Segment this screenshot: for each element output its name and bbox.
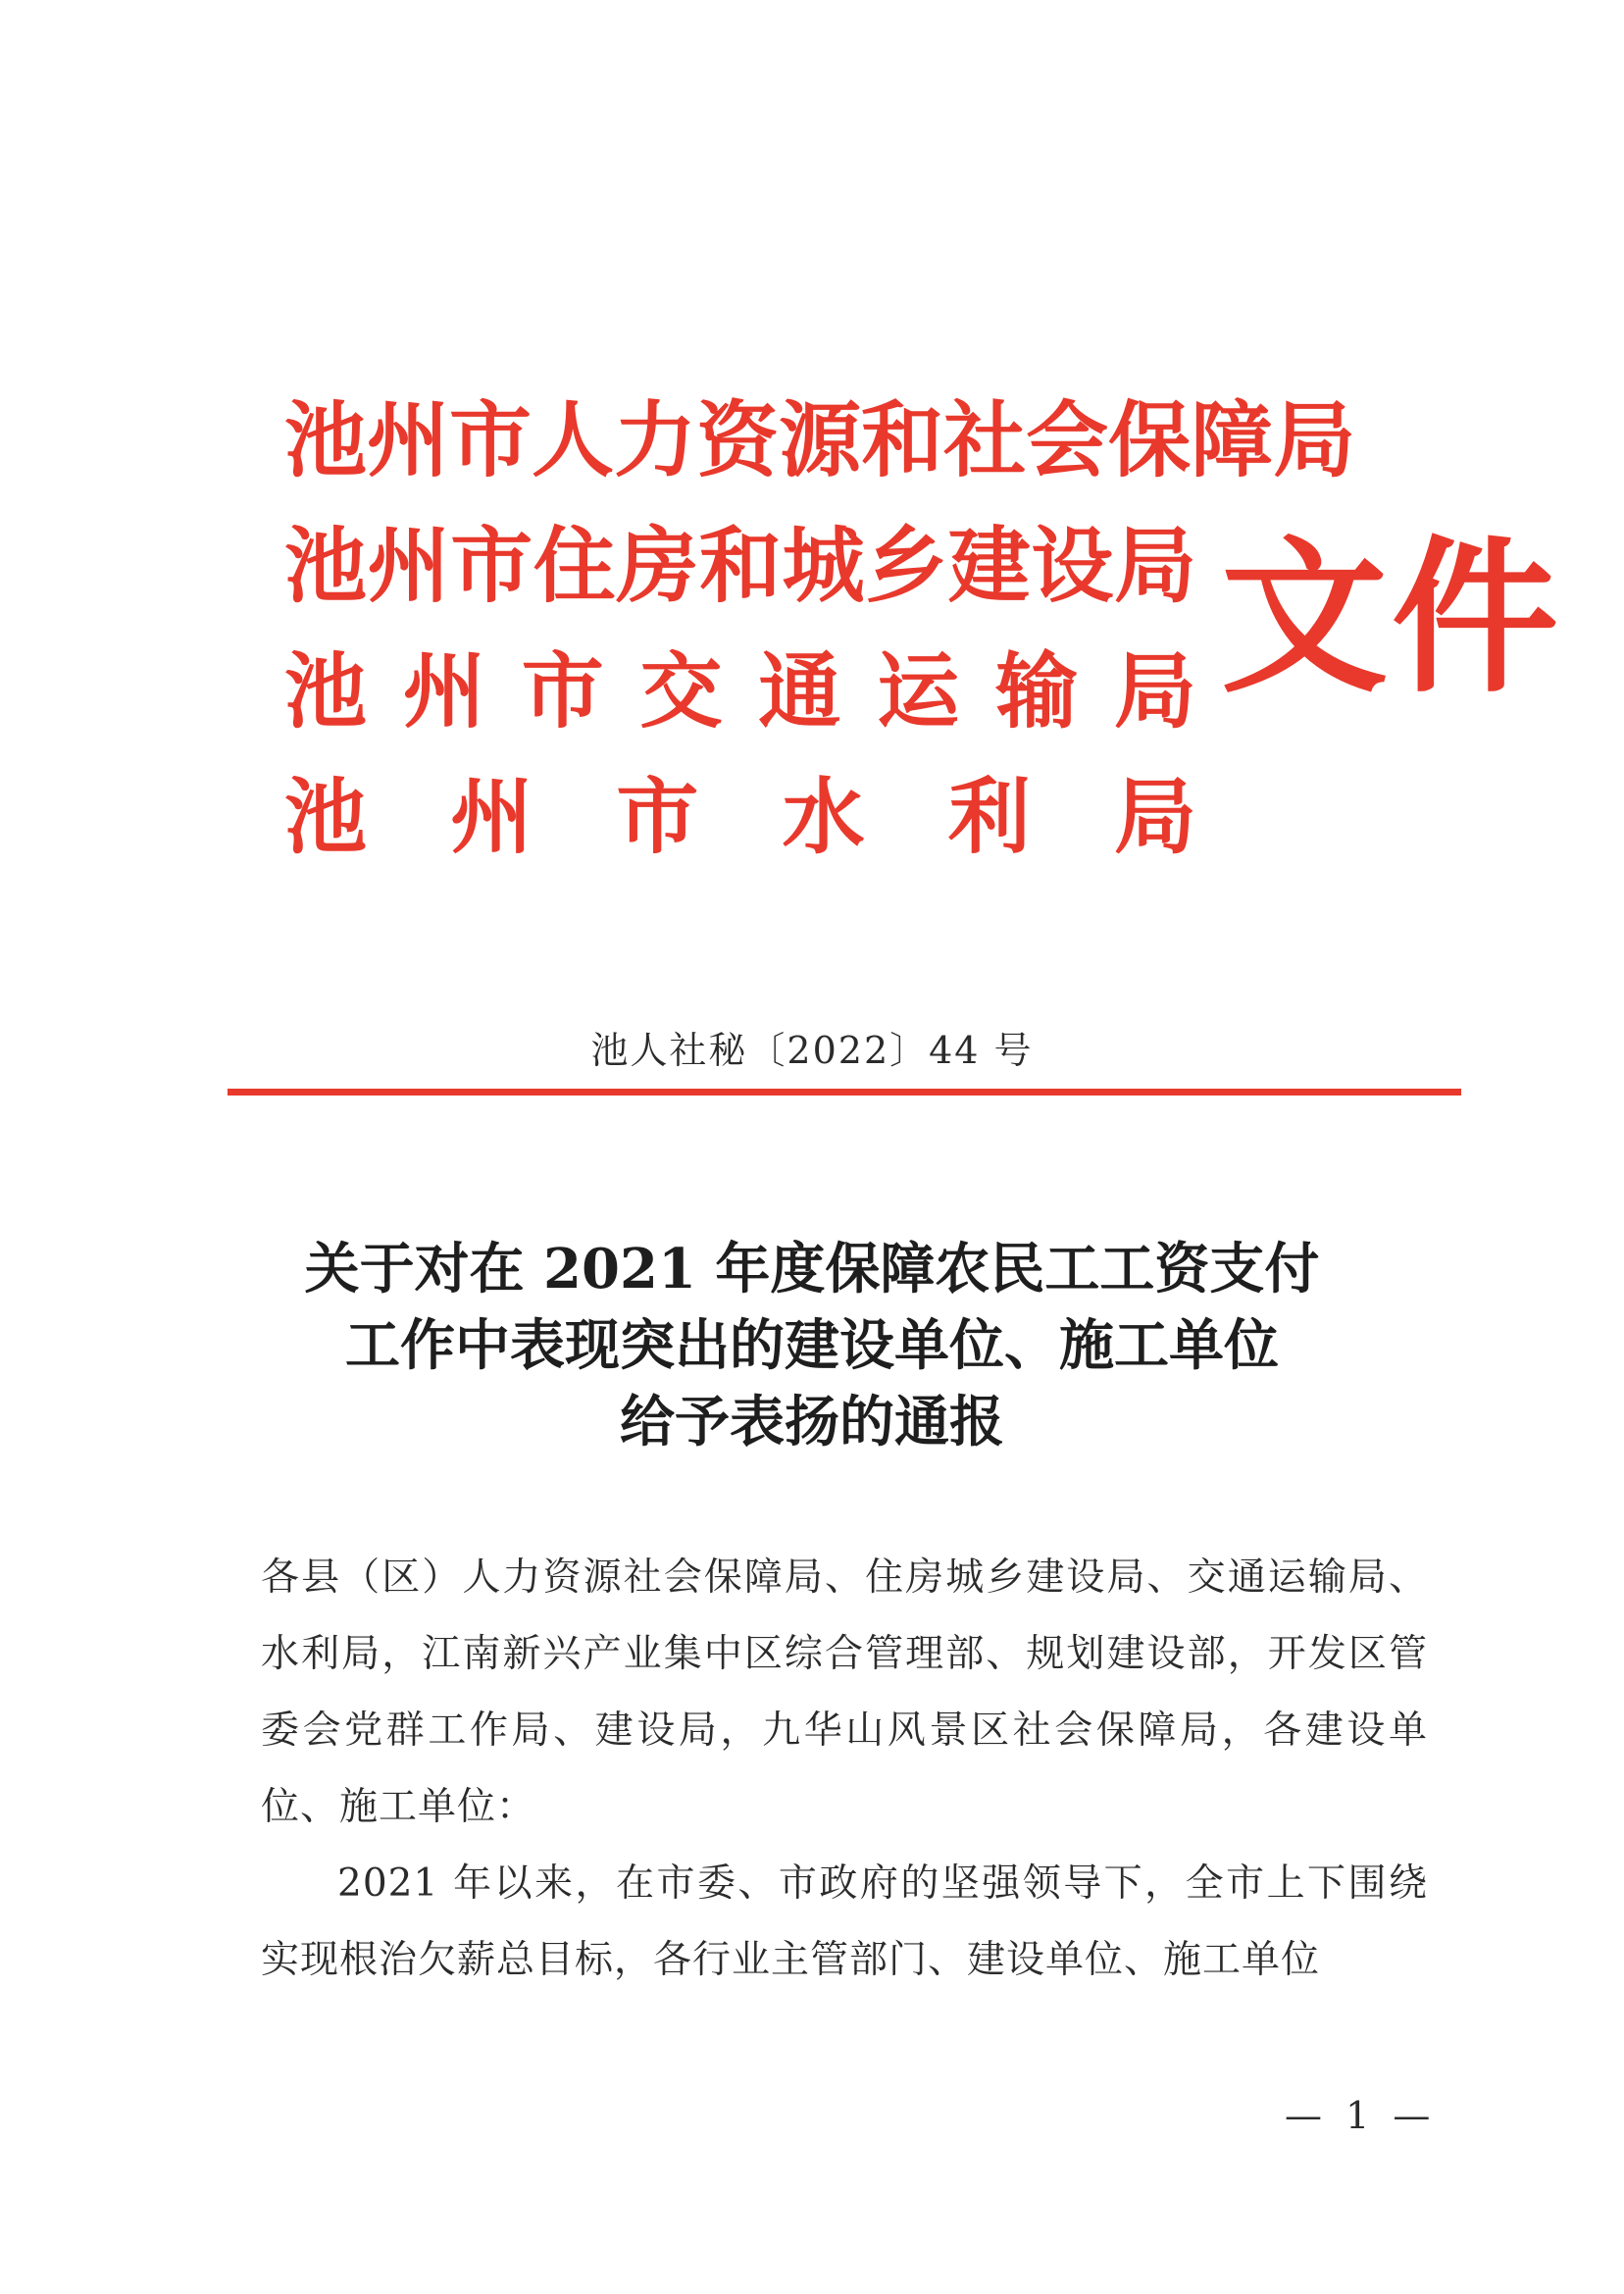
addressee-paragraph: 各县（区）人力资源社会保障局、住房城乡建设局、交通运输局、水利局，江南新兴产业集中区综合管理部、规划建设部，开发区管委会党群工作局、建设局，九华山风景区社会保障局，各建设单位、施工单位： — [261, 1555, 1428, 1829]
issuer-char: 会 — [1026, 391, 1109, 488]
issuer-char: 池 — [284, 517, 368, 614]
issuer-char: 乡 — [865, 517, 948, 614]
issuer-char: 州 — [367, 391, 450, 488]
issuer-line-hrss — [284, 378, 1356, 503]
issuer-char: 局 — [1113, 768, 1196, 865]
issuer-char: 通 — [758, 642, 841, 739]
title-line: 关于对在 2021 年度保障农民工工资支付 — [304, 1237, 1320, 1301]
issuer-char: 源 — [779, 391, 862, 488]
issuer-char: 州 — [450, 768, 533, 865]
title-line: 给予表扬的通报 — [620, 1390, 1004, 1454]
issuer-char: 市 — [450, 517, 533, 614]
red-divider — [228, 1089, 1461, 1096]
issuer-char: 市 — [521, 642, 604, 739]
issuer-char: 运 — [877, 642, 960, 739]
issuer-char: 保 — [1108, 391, 1192, 488]
issuing-agencies — [284, 378, 1356, 880]
issuer-char: 城 — [782, 517, 865, 614]
issuer-line-housing — [284, 503, 1196, 629]
issuer-char: 设 — [1031, 517, 1114, 614]
issuer-char: 市 — [449, 391, 533, 488]
page-number: — 1 — — [1285, 2094, 1437, 2137]
issuer-line-water — [284, 754, 1196, 880]
issuer-char: 和 — [861, 391, 944, 488]
issuer-char: 资 — [696, 391, 780, 488]
issuer-char: 州 — [367, 517, 450, 614]
issuer-char: 局 — [1113, 517, 1196, 614]
issuer-char: 建 — [947, 517, 1031, 614]
issuer-char: 市 — [616, 768, 699, 865]
document-number: 池人社秘〔2022〕44 号 — [590, 1029, 1034, 1072]
issuer-char: 池 — [284, 391, 368, 488]
title-line: 工作中表现突出的建设单位、施工单位 — [345, 1313, 1279, 1378]
document-title — [0, 1231, 1624, 1460]
issuer-char: 水 — [782, 768, 865, 865]
issuer-line-transport — [284, 629, 1196, 754]
issuer-char: 利 — [947, 768, 1031, 865]
document-body — [261, 1540, 1428, 1999]
issuer-char: 和 — [698, 517, 782, 614]
issuer-char: 池 — [284, 642, 368, 739]
issuer-char: 障 — [1191, 391, 1274, 488]
issuer-char: 局 — [1113, 642, 1196, 739]
issuer-char: 住 — [533, 517, 616, 614]
issuer-char: 输 — [995, 642, 1079, 739]
issuer-char: 局 — [1273, 391, 1356, 488]
issuer-char: 交 — [639, 642, 723, 739]
document-suffix: 文件 — [1221, 520, 1563, 716]
issuer-char: 池 — [284, 768, 368, 865]
issuer-char: 力 — [614, 391, 697, 488]
issuer-char: 社 — [943, 391, 1027, 488]
body-paragraph: 2021 年以来，在市委、市政府的坚强领导下，全市上下围绕实现根治欠薪总目标，各行业主管部门、建设单位、施工单位 — [261, 1861, 1428, 1982]
issuer-char: 人 — [532, 391, 615, 488]
issuer-char: 州 — [402, 642, 485, 739]
issuer-char: 房 — [616, 517, 699, 614]
